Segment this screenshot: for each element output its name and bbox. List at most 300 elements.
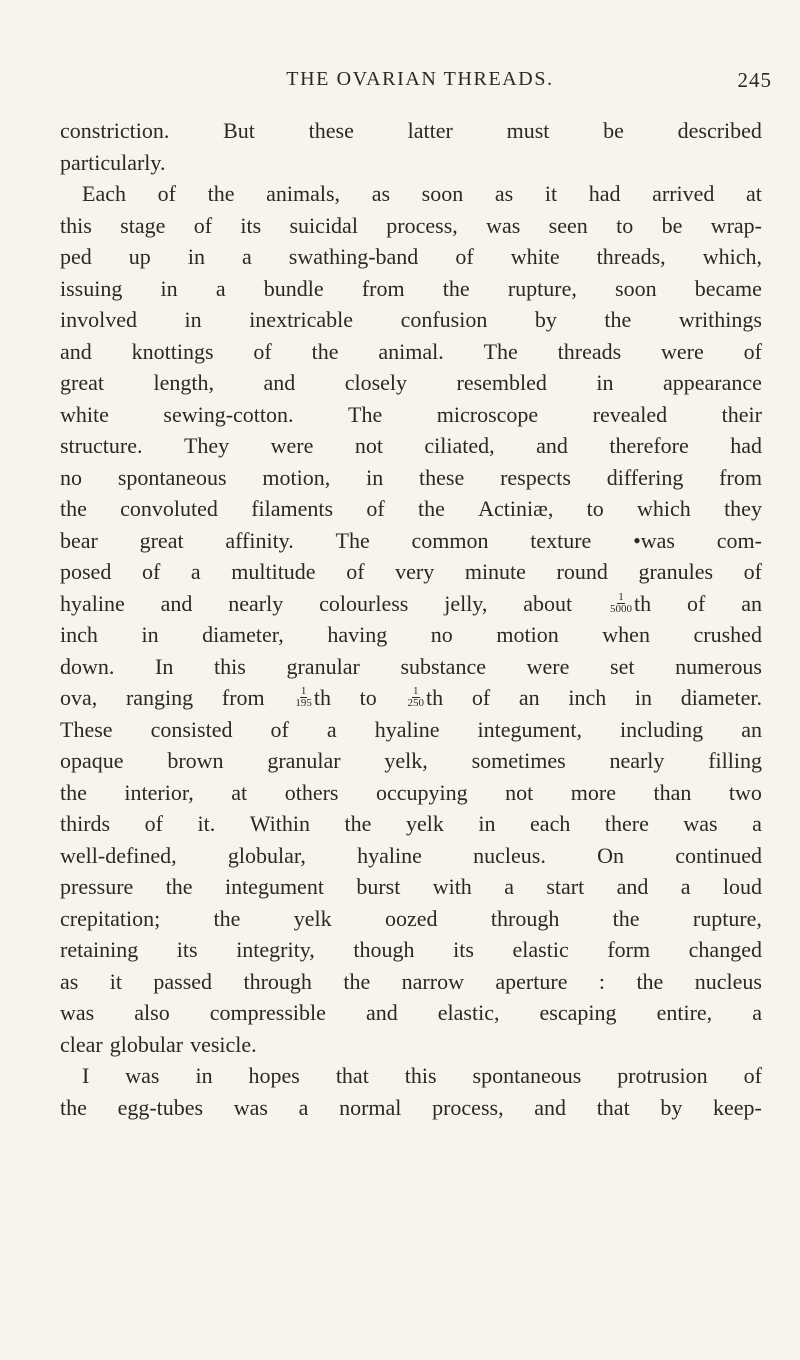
word: rupture,: [507, 275, 577, 301]
word: the: [60, 779, 87, 805]
word: length,: [153, 370, 214, 395]
word: changed: [688, 937, 762, 962]
word: was: [125, 1063, 160, 1088]
text-line: [60, 115, 762, 147]
word: in: [187, 244, 205, 269]
word: through: [490, 905, 560, 931]
word: its: [176, 937, 198, 962]
word: the: [604, 307, 632, 332]
word: crepitation;: [60, 905, 161, 931]
text-line: [60, 840, 762, 872]
word: differing: [606, 464, 684, 490]
word: issuing: [60, 275, 123, 301]
word: globular: [109, 1031, 184, 1057]
text-line: [60, 1060, 762, 1092]
word: about: [523, 590, 573, 616]
word: escaping: [539, 1000, 617, 1025]
word: normal: [339, 1094, 402, 1120]
word: at: [231, 779, 248, 805]
word: nearly: [228, 590, 284, 616]
word: of: [455, 244, 474, 269]
word: a: [752, 811, 762, 836]
word: a: [298, 1094, 309, 1120]
word: $\frac{1}{250}$ th: [407, 685, 444, 710]
word: in: [141, 622, 159, 647]
word: involved: [60, 307, 137, 332]
word: the: [636, 968, 664, 994]
text-line: [60, 273, 762, 305]
word: narrow: [401, 968, 464, 994]
word: protrusion: [617, 1063, 708, 1088]
word: an: [741, 716, 762, 742]
word: ciliated,: [424, 433, 495, 458]
body-text: [60, 115, 762, 1123]
word: not: [505, 779, 534, 805]
word: latter: [407, 118, 453, 143]
word: be: [661, 212, 683, 238]
word: of: [471, 685, 491, 710]
word: in: [596, 370, 614, 395]
word: others: [284, 779, 339, 805]
text-line: [60, 651, 762, 683]
word: inch: [60, 622, 98, 647]
text-line: [60, 525, 762, 557]
word: hyaline: [60, 590, 125, 616]
word: at: [746, 181, 762, 206]
word: spontaneous: [472, 1063, 582, 1088]
text-line: [60, 808, 762, 840]
text-line: [60, 934, 762, 966]
word: was: [233, 1094, 268, 1120]
word: stage: [120, 212, 166, 238]
word: its: [240, 212, 262, 238]
word: to: [586, 496, 604, 521]
word: occupying: [375, 779, 468, 805]
word: and: [365, 1000, 398, 1025]
word: as: [60, 968, 79, 994]
word: the: [207, 181, 235, 206]
word: knottings: [131, 338, 214, 364]
word: motion: [496, 622, 559, 647]
word: of: [157, 181, 176, 206]
word: was: [60, 1000, 95, 1025]
word: an: [518, 685, 540, 710]
word: from: [719, 464, 762, 490]
word: confusion: [400, 307, 488, 332]
word: multitude: [231, 559, 316, 584]
word: They: [183, 433, 230, 458]
word: up: [128, 244, 151, 269]
word: the: [442, 275, 470, 301]
word: and: [534, 1094, 567, 1120]
text-line: [60, 336, 762, 368]
word: passed: [153, 968, 213, 994]
text-line: [60, 1029, 762, 1061]
word: the: [213, 905, 241, 931]
word: a: [752, 1000, 762, 1025]
word: had: [588, 181, 621, 206]
word: as: [494, 181, 514, 206]
word: •was: [633, 527, 675, 553]
word: loud: [722, 874, 762, 899]
word: also: [134, 1000, 170, 1025]
word: sometimes: [471, 748, 566, 773]
text-line: [60, 588, 762, 620]
word: to: [359, 685, 377, 710]
word: retaining: [60, 937, 139, 962]
word: integument: [224, 874, 324, 899]
word: On: [597, 842, 624, 868]
text-line: [60, 682, 762, 714]
word: and: [263, 370, 296, 395]
word: respects: [500, 464, 571, 490]
word: Within: [249, 811, 311, 836]
word: integrity,: [236, 937, 315, 962]
word: bear: [60, 527, 98, 553]
word: closely: [344, 370, 408, 395]
word: had: [730, 433, 762, 458]
word: and: [60, 338, 92, 364]
word: described: [677, 118, 762, 143]
word: of: [743, 1063, 762, 1088]
word: to: [616, 212, 634, 238]
text-line: [60, 871, 762, 903]
word: granules: [638, 559, 714, 584]
word: the: [344, 811, 372, 836]
word: no: [430, 622, 453, 647]
word: elastic: [512, 937, 569, 962]
word: this: [214, 653, 246, 679]
word: wrap-: [710, 212, 762, 238]
word: of: [141, 559, 161, 584]
word: I: [82, 1063, 90, 1088]
word: entire,: [656, 1000, 713, 1025]
word: threads,: [596, 244, 666, 269]
word: thirds: [60, 811, 111, 836]
word: that: [596, 1094, 630, 1120]
word: white: [510, 244, 560, 269]
word: these: [419, 464, 465, 490]
word: The: [335, 527, 370, 553]
word: set: [610, 653, 635, 679]
word: inextricable: [249, 307, 354, 332]
word: rupture,: [692, 905, 762, 931]
word: were: [526, 653, 570, 679]
word: affinity.: [225, 527, 294, 553]
word: ova,: [60, 685, 98, 710]
word: which: [637, 496, 691, 521]
word: ped: [60, 244, 92, 269]
text-line: [60, 619, 762, 651]
word: the: [165, 874, 193, 899]
text-line: [60, 556, 762, 588]
word: must: [506, 118, 550, 143]
word: diameter.: [680, 685, 762, 710]
word: more: [570, 779, 616, 805]
word: a: [241, 244, 252, 269]
word: Each: [82, 181, 126, 206]
word: filling: [708, 748, 762, 773]
word: and: [616, 874, 649, 899]
word: hyaline: [374, 716, 440, 742]
text-line: [60, 430, 762, 462]
word: in: [184, 307, 202, 332]
word: in: [478, 811, 496, 836]
word: of: [346, 559, 365, 584]
word: the: [60, 1094, 87, 1120]
word: though: [353, 937, 415, 962]
word: as: [371, 181, 391, 206]
word: particularly.: [60, 149, 166, 175]
word: pressure: [60, 874, 134, 899]
word: granular: [286, 653, 360, 679]
word: posed: [60, 559, 112, 584]
text-line: [60, 903, 762, 935]
fraction: $\frac{1}{250}$: [407, 685, 424, 710]
fraction: $\frac{1}{5000}$: [610, 590, 633, 615]
word: numerous: [675, 653, 762, 679]
text-line: [60, 714, 762, 746]
word: ranging: [125, 685, 194, 710]
word: filaments: [251, 496, 334, 521]
word: of: [270, 716, 289, 742]
text-line: [60, 178, 762, 210]
word: opaque: [60, 748, 124, 773]
word: it: [544, 181, 558, 206]
word: and: [160, 590, 193, 616]
word: compressible: [209, 1000, 326, 1025]
word: process,: [386, 212, 458, 238]
word: an: [741, 590, 762, 616]
word: writhings: [678, 307, 762, 332]
word: in: [195, 1063, 213, 1088]
word: a: [326, 716, 337, 742]
word: arrived: [652, 181, 715, 206]
word: of: [366, 496, 385, 521]
page-number: 245: [737, 68, 772, 92]
word: down.: [60, 653, 115, 679]
text-line: [60, 1092, 762, 1124]
word: in: [366, 464, 384, 490]
word: substance: [400, 653, 486, 679]
fraction: $\frac{1}{195}$: [295, 685, 312, 710]
word: it: [109, 968, 122, 994]
word: appearance: [663, 370, 762, 395]
word: very: [395, 559, 435, 584]
word: through: [243, 968, 312, 994]
word: egg-tubes: [117, 1094, 204, 1120]
word: it.: [197, 811, 216, 836]
word: white: [60, 401, 109, 427]
word: no: [60, 464, 82, 490]
word: therefore: [609, 433, 689, 458]
word: clear: [60, 1031, 103, 1057]
word: the: [343, 968, 371, 994]
word: not: [354, 433, 383, 458]
word: when: [602, 622, 650, 647]
word: resembled: [456, 370, 547, 395]
word: common: [411, 527, 489, 553]
word: spontaneous: [117, 464, 227, 490]
word: convoluted: [120, 496, 218, 521]
word: aperture: [495, 968, 568, 994]
word: two: [728, 779, 762, 805]
word: in: [634, 685, 653, 710]
word: vesicle.: [190, 1031, 257, 1057]
word: from: [361, 275, 405, 301]
word: of: [144, 811, 163, 836]
word: from: [221, 685, 265, 710]
word: soon: [615, 275, 657, 301]
word: structure.: [60, 433, 143, 458]
word: minute: [464, 559, 526, 584]
text-line: [60, 210, 762, 242]
word: yelk: [293, 905, 332, 931]
word: The: [483, 338, 518, 364]
word: well-defined,: [60, 842, 177, 868]
word: great: [60, 370, 104, 395]
word: their: [721, 401, 762, 427]
word: were: [270, 433, 314, 458]
word: hyaline: [357, 842, 422, 868]
word: form: [607, 937, 651, 962]
word: seen: [548, 212, 588, 238]
word: by: [660, 1094, 683, 1120]
word: process,: [432, 1094, 504, 1120]
word: a: [504, 874, 514, 899]
word: bundle: [263, 275, 324, 301]
word: The: [348, 401, 383, 427]
text-line: [60, 493, 762, 525]
word: diameter,: [202, 622, 284, 647]
word: keep-: [713, 1094, 762, 1120]
word: a: [190, 559, 201, 584]
word: continued: [675, 842, 762, 868]
word: inch: [568, 685, 607, 710]
word: But: [223, 118, 255, 143]
word: integument,: [477, 716, 582, 742]
word: each: [530, 811, 571, 836]
word: nucleus: [694, 968, 762, 994]
word: were: [661, 338, 704, 364]
word: soon: [421, 181, 464, 206]
word: great: [139, 527, 184, 553]
word: with: [432, 874, 472, 899]
word: start: [546, 874, 585, 899]
word: crushed: [693, 622, 762, 647]
word: microscope: [436, 401, 539, 427]
word: that: [335, 1063, 369, 1088]
word: Actiniæ,: [478, 496, 554, 521]
word: became: [694, 275, 762, 301]
word: swathing-band: [288, 244, 419, 269]
word: than: [653, 779, 692, 805]
word: jelly,: [444, 590, 488, 616]
word: hopes: [248, 1063, 300, 1088]
word: was: [683, 811, 718, 836]
word: threads: [557, 338, 622, 364]
word: round: [556, 559, 608, 584]
word: These: [60, 716, 113, 742]
text-line: [60, 367, 762, 399]
word: this: [404, 1063, 437, 1088]
word: nucleus.: [473, 842, 546, 868]
word: of: [687, 590, 706, 616]
word: elastic,: [437, 1000, 500, 1025]
word: these: [308, 118, 354, 143]
word: constriction.: [60, 118, 170, 143]
text-line: [60, 304, 762, 336]
word: of: [193, 212, 213, 238]
word: yelk: [405, 811, 444, 836]
word: this: [60, 212, 92, 238]
word: brown: [167, 748, 224, 773]
text-line: [60, 777, 762, 809]
word: oozed: [385, 905, 438, 931]
word: its: [453, 937, 474, 962]
word: of: [253, 338, 272, 364]
word: granular: [267, 748, 341, 773]
word: of: [743, 338, 762, 364]
word: $\frac{1}{5000}$ th: [610, 590, 652, 616]
text-line: [60, 966, 762, 998]
word: the: [311, 338, 339, 364]
word: nearly: [609, 748, 665, 773]
running-title: THE OVARIAN THREADS.: [286, 68, 554, 90]
word: sewing-cotton.: [163, 401, 294, 427]
text-line: [60, 997, 762, 1029]
word: in: [160, 275, 178, 301]
text-line: [60, 745, 762, 777]
word: of: [743, 559, 762, 584]
word: a: [680, 874, 691, 899]
word: burst: [356, 874, 401, 899]
word: com-: [716, 527, 762, 553]
word: colourless: [319, 590, 409, 616]
word: yelk,: [384, 748, 428, 773]
word: they: [724, 496, 762, 521]
word: the: [417, 496, 445, 521]
text-line: [60, 462, 762, 494]
word: motion,: [262, 464, 331, 490]
word: there: [604, 811, 649, 836]
word: which,: [702, 244, 762, 269]
word: the: [60, 496, 87, 521]
word: the: [612, 905, 640, 931]
word: interior,: [124, 779, 194, 805]
text-line: [60, 241, 762, 273]
word: suicidal: [289, 212, 358, 238]
word: animal.: [378, 338, 444, 364]
word: $\frac{1}{195}$ th: [295, 685, 331, 710]
text-line: [60, 399, 762, 431]
word: animals,: [266, 181, 341, 206]
running-head: [68, 66, 772, 96]
word: having: [327, 622, 388, 647]
word: be: [603, 118, 624, 143]
word: and: [536, 433, 568, 458]
word: revealed: [592, 401, 668, 427]
text-line: [60, 147, 762, 179]
word: globular,: [227, 842, 306, 868]
word: by: [534, 307, 557, 332]
word: texture: [530, 527, 592, 553]
word: a: [215, 275, 226, 301]
word: was: [486, 212, 521, 238]
word: :: [598, 968, 606, 994]
word: consisted: [150, 716, 233, 742]
word: In: [155, 653, 174, 679]
